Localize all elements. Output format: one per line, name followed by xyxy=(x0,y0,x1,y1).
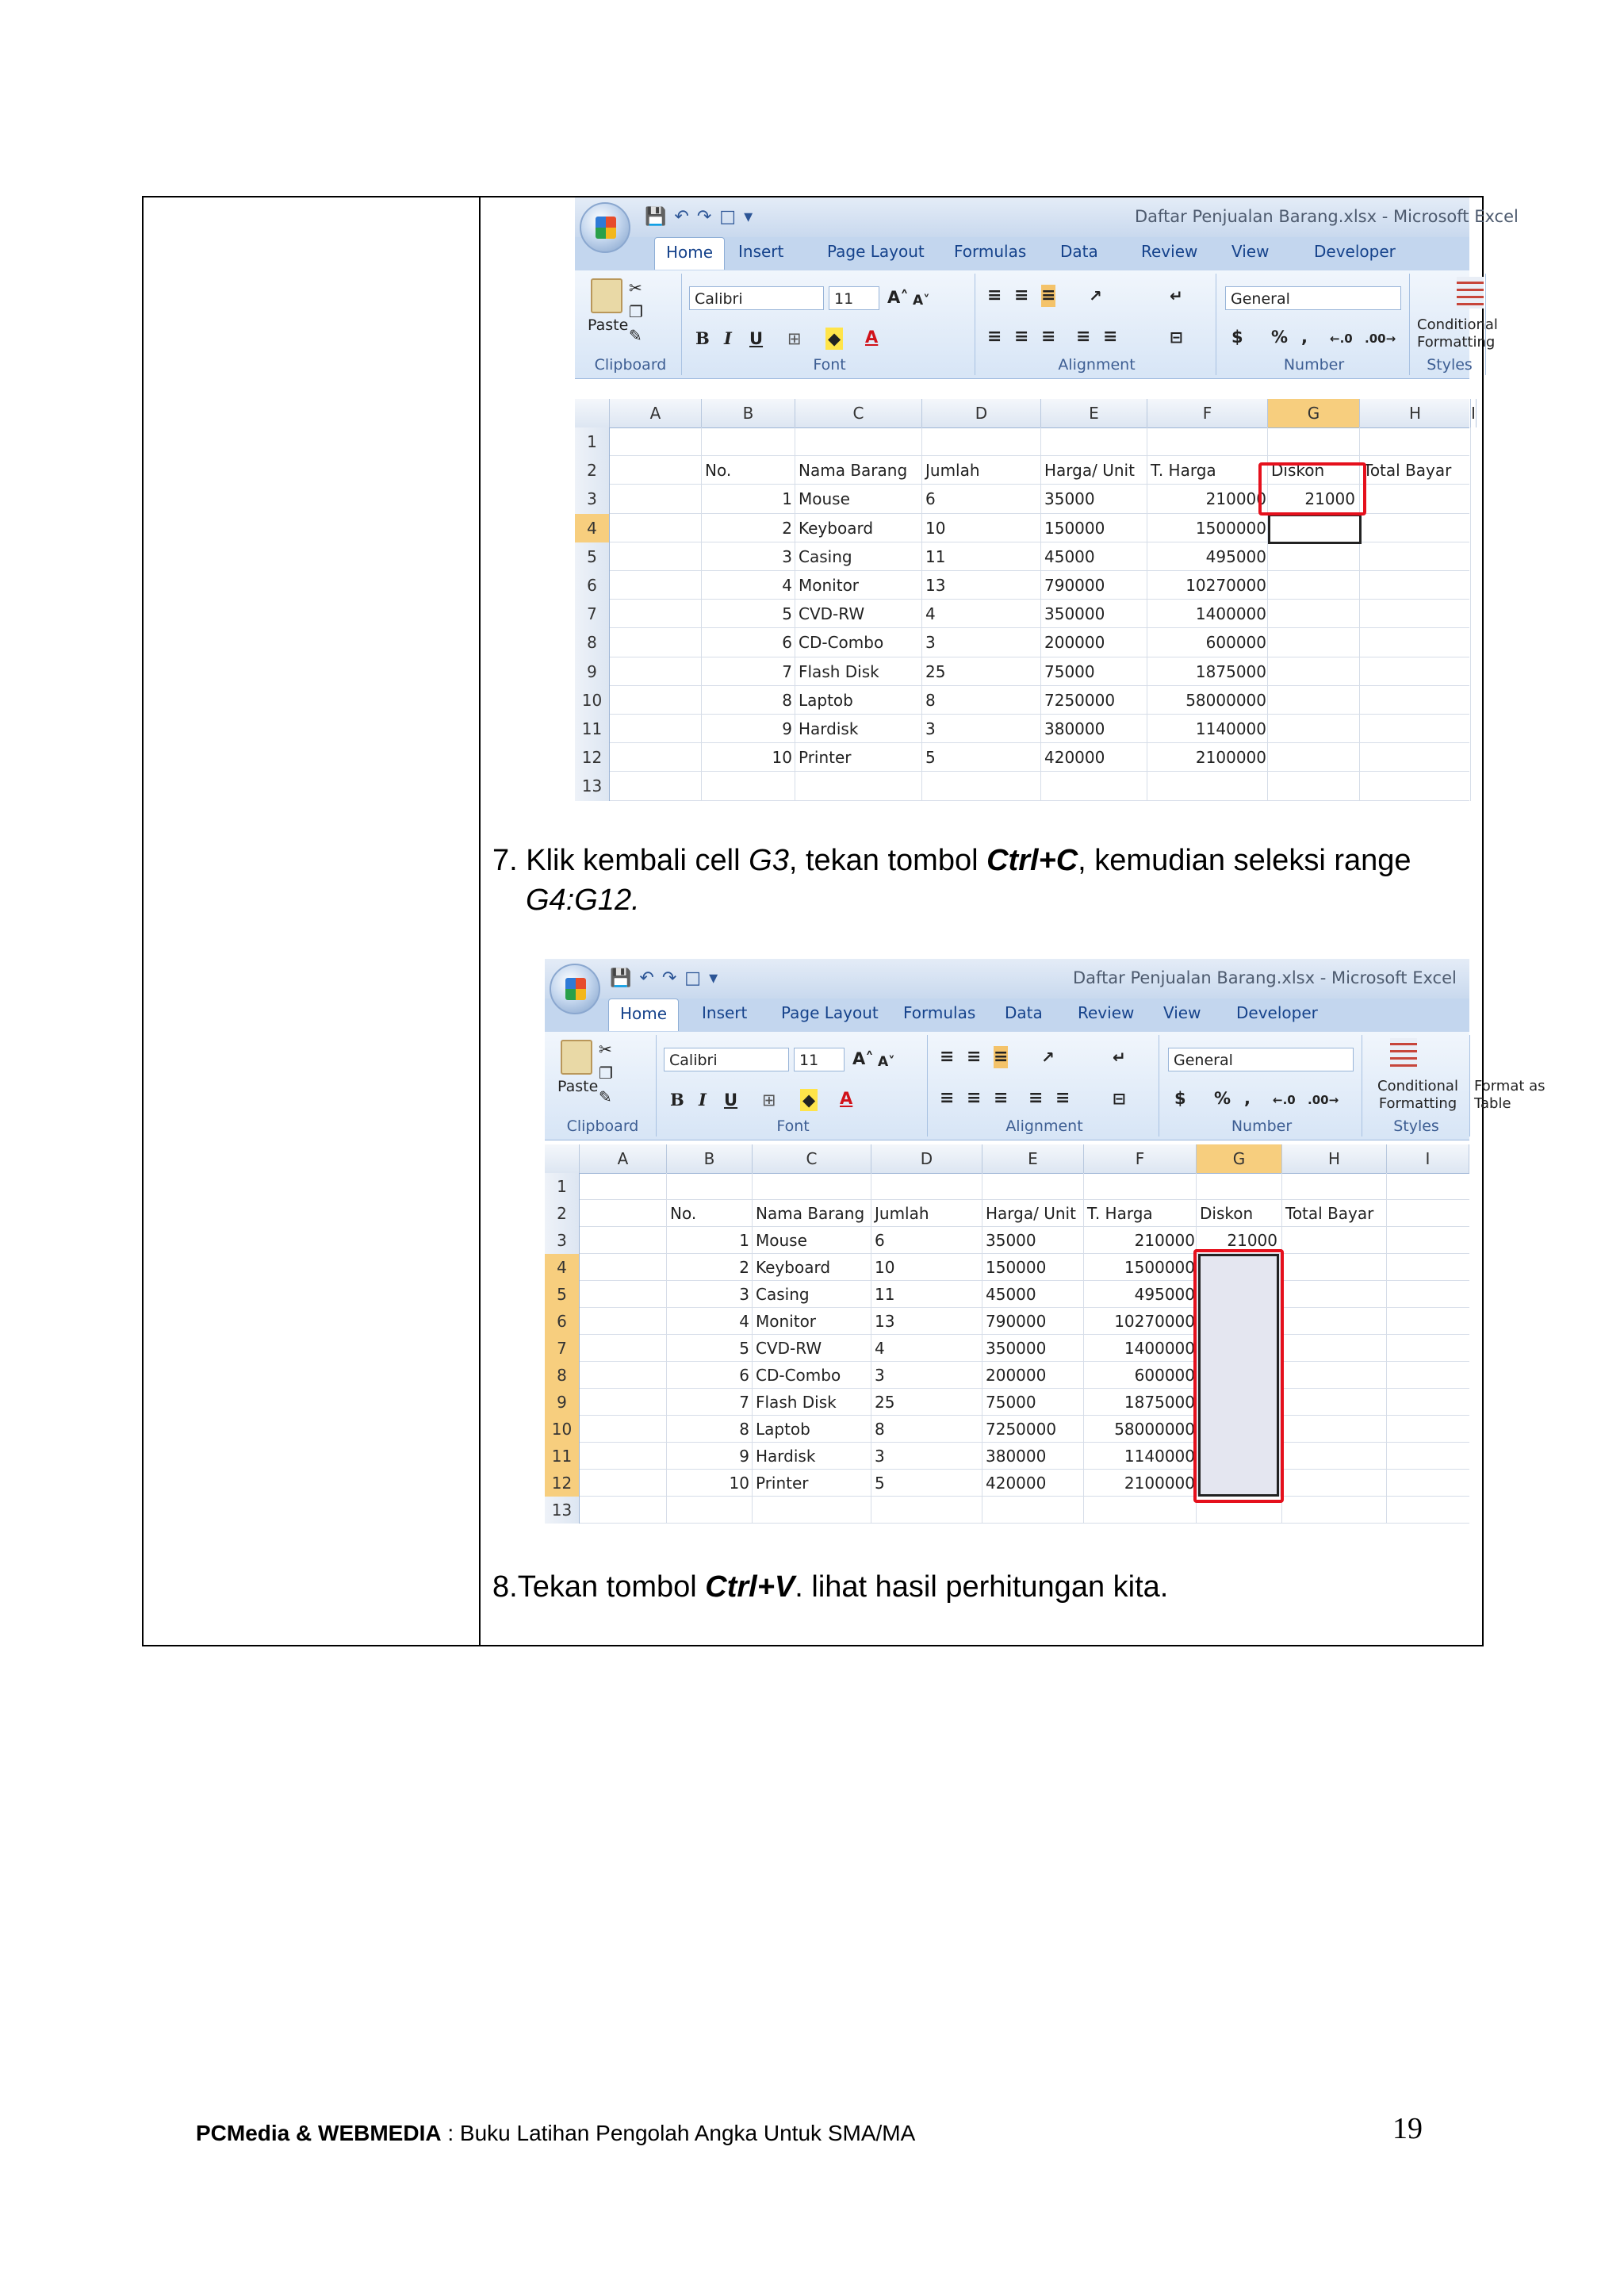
bold-icon[interactable]: B xyxy=(695,328,710,348)
cell-d8[interactable]: 3 xyxy=(925,633,936,653)
tab-formulas[interactable]: Formulas xyxy=(903,1003,976,1022)
cell-f11[interactable]: 1140000 xyxy=(1124,1447,1195,1466)
cell-d7[interactable]: 4 xyxy=(925,604,936,624)
cell-d7[interactable]: 4 xyxy=(875,1339,885,1358)
cell-f10[interactable]: 58000000 xyxy=(1185,690,1266,710)
cell-e3[interactable]: 35000 xyxy=(986,1231,1036,1250)
wrap-text-icon[interactable]: ↵ xyxy=(1113,1048,1126,1067)
tab-view[interactable]: View xyxy=(1231,242,1270,261)
orientation-icon[interactable]: ↗ xyxy=(1041,1048,1055,1067)
cell-d11[interactable]: 3 xyxy=(875,1447,885,1466)
font-color-icon[interactable]: A xyxy=(840,1089,853,1108)
underline-icon[interactable]: U xyxy=(749,329,764,348)
row-header-8[interactable]: 8 xyxy=(545,1362,580,1389)
cell-d3[interactable]: 6 xyxy=(875,1231,885,1250)
cell-e9[interactable]: 75000 xyxy=(1044,661,1095,681)
cell-g3[interactable]: 21000 xyxy=(1304,489,1355,509)
grid-col-line xyxy=(1470,427,1471,801)
row-header-2[interactable]: 2 xyxy=(575,456,610,485)
cell-e11[interactable]: 380000 xyxy=(1044,719,1105,738)
row-header-13[interactable]: 13 xyxy=(575,772,610,800)
group-label: Clipboard xyxy=(594,356,667,374)
grid-row-line xyxy=(580,1523,1469,1524)
group-label: Number xyxy=(1283,356,1345,374)
paste-icon[interactable] xyxy=(591,278,622,313)
percent-icon[interactable]: % xyxy=(1271,328,1289,347)
step-8-key: Ctrl+V xyxy=(705,1570,795,1604)
group-label: Clipboard xyxy=(566,1117,639,1135)
cell-f6[interactable]: 10270000 xyxy=(1114,1312,1195,1331)
row-header-1[interactable]: 1 xyxy=(545,1173,580,1200)
row-header-1[interactable]: 1 xyxy=(575,427,610,456)
step-7-number: 7. xyxy=(492,844,518,877)
select-all-corner[interactable] xyxy=(575,399,610,427)
tab-data[interactable]: Data xyxy=(1060,242,1098,261)
cell-f7[interactable]: 1400000 xyxy=(1195,604,1266,624)
cell-f9[interactable]: 1875000 xyxy=(1195,661,1266,681)
cell-c10[interactable]: Laptob xyxy=(756,1420,810,1439)
header-cell-c[interactable]: Nama Barang xyxy=(799,461,908,481)
decrease-indent-icon[interactable]: ≡ xyxy=(1028,1088,1044,1108)
copy-icon[interactable]: ❐ xyxy=(599,1064,613,1083)
row-header-7[interactable]: 7 xyxy=(545,1335,580,1362)
column-header-e[interactable]: E xyxy=(982,1144,1084,1173)
group-label: Styles xyxy=(1427,356,1473,374)
highlight-g3 xyxy=(1258,462,1366,515)
new-document-icon[interactable]: □ xyxy=(684,968,702,988)
cell-f12[interactable]: 2100000 xyxy=(1195,748,1266,768)
step-7-text: 7. Klik kembali cell G3, tekan tombol Ctrl+C, kemudian seleksi range G4:G12. xyxy=(492,844,1411,917)
cell-f9[interactable]: 1875000 xyxy=(1124,1393,1195,1412)
wrap-text-icon[interactable]: ↵ xyxy=(1170,286,1183,305)
cell-e10[interactable]: 7250000 xyxy=(1044,690,1116,710)
cell-c11[interactable]: Hardisk xyxy=(756,1447,816,1466)
decrease-indent-icon[interactable]: ≡ xyxy=(1076,327,1091,347)
row-header-6[interactable]: 6 xyxy=(545,1308,580,1335)
cell-b9[interactable]: 7 xyxy=(739,1393,749,1412)
cell-d4[interactable]: 10 xyxy=(925,518,946,538)
undo-icon[interactable]: ↶ xyxy=(674,207,689,227)
format-painter-icon[interactable]: ✎ xyxy=(629,326,642,345)
group-label: Alignment xyxy=(1005,1117,1083,1135)
cell-d4[interactable]: 10 xyxy=(875,1258,895,1277)
highlight-range-g4-g12 xyxy=(1193,1249,1284,1503)
cell-f3[interactable]: 210000 xyxy=(1205,489,1266,509)
cell-c3[interactable]: Mouse xyxy=(756,1231,807,1250)
cell-b8[interactable]: 6 xyxy=(782,633,792,653)
tab-page-layout[interactable]: Page Layout xyxy=(827,242,925,261)
font-size-select[interactable]: 11 xyxy=(794,1048,845,1071)
customize-icon[interactable]: ▾ xyxy=(744,207,753,227)
header-cell-h[interactable]: Total Bayar xyxy=(1363,461,1452,481)
comma-icon[interactable]: , xyxy=(1301,328,1308,347)
footer xyxy=(196,2121,915,2146)
column-divider xyxy=(479,197,481,1645)
conditional-formatting-label[interactable]: Conditional Formatting xyxy=(1377,1078,1458,1112)
grow-font-icon[interactable]: A˄ xyxy=(887,288,909,307)
cell-d10[interactable]: 8 xyxy=(875,1420,885,1439)
italic-icon[interactable]: I xyxy=(724,328,732,348)
row-header-13[interactable]: 13 xyxy=(545,1497,580,1524)
align-center-icon[interactable]: ≡ xyxy=(967,1088,982,1108)
save-icon[interactable]: 💾 xyxy=(610,968,632,988)
shrink-font-icon[interactable]: A˅ xyxy=(878,1054,895,1070)
cell-c7[interactable]: CVD-RW xyxy=(799,604,865,624)
grow-font-icon[interactable]: A˄ xyxy=(852,1049,874,1068)
number-format-select[interactable]: General xyxy=(1225,286,1401,310)
column-header-c[interactable]: C xyxy=(795,399,922,427)
font-name-select[interactable]: Calibri xyxy=(689,286,824,310)
group-label: Alignment xyxy=(1058,356,1136,374)
number-format-select[interactable]: General xyxy=(1168,1048,1354,1071)
row-header-11[interactable]: 11 xyxy=(575,715,610,743)
tab-data[interactable]: Data xyxy=(1005,1003,1043,1022)
merge-center-icon[interactable]: ⊟ xyxy=(1113,1089,1126,1108)
cell-f7[interactable]: 1400000 xyxy=(1124,1339,1195,1358)
customize-icon[interactable]: ▾ xyxy=(709,968,718,988)
step-7-key: Ctrl+C xyxy=(986,844,1078,877)
column-header-d[interactable]: D xyxy=(871,1144,982,1173)
row-header-11[interactable]: 11 xyxy=(545,1443,580,1470)
cell-b5[interactable]: 3 xyxy=(782,546,792,566)
column-header-f[interactable]: F xyxy=(1084,1144,1197,1173)
column-header-b[interactable]: B xyxy=(667,1144,753,1173)
office-button[interactable] xyxy=(580,202,630,253)
excel-screenshot-2 xyxy=(545,959,1545,1528)
column-header-i[interactable]: I xyxy=(1471,399,1477,427)
row-header-4[interactable]: 4 xyxy=(575,514,610,542)
format-painter-icon[interactable]: ✎ xyxy=(599,1087,612,1106)
shrink-font-icon[interactable]: A˅ xyxy=(913,293,930,309)
row-header-5[interactable]: 5 xyxy=(575,542,610,571)
percent-icon[interactable]: % xyxy=(1214,1089,1231,1108)
cell-c12[interactable]: Printer xyxy=(756,1474,809,1493)
cell-d6[interactable]: 13 xyxy=(875,1312,895,1331)
fill-color-icon[interactable]: ◆ xyxy=(800,1089,818,1111)
orientation-icon[interactable]: ↗ xyxy=(1089,286,1102,305)
cell-e3[interactable]: 35000 xyxy=(1044,489,1095,509)
step-8-number: 8. xyxy=(492,1570,518,1604)
cell-c8[interactable]: CD-Combo xyxy=(799,633,884,653)
cell-d12[interactable]: 5 xyxy=(925,748,936,768)
group-label: Number xyxy=(1231,1117,1293,1135)
align-middle-icon[interactable]: ≡ xyxy=(967,1047,982,1067)
align-middle-icon[interactable]: ≡ xyxy=(1014,286,1029,305)
footer-brand: PCMedia & WEBMEDIA xyxy=(196,2121,442,2145)
cell-e12[interactable]: 420000 xyxy=(1044,748,1105,768)
font-size-select[interactable]: 11 xyxy=(829,286,879,310)
cell-e4[interactable]: 150000 xyxy=(986,1258,1047,1277)
cell-b6[interactable]: 4 xyxy=(782,576,792,595)
cell-b7[interactable]: 5 xyxy=(782,604,792,624)
column-header-e[interactable]: E xyxy=(1041,399,1147,427)
cell-e8[interactable]: 200000 xyxy=(986,1366,1047,1385)
cell-c5[interactable]: Casing xyxy=(756,1285,810,1304)
cell-c3[interactable]: Mouse xyxy=(799,489,850,509)
new-document-icon[interactable]: □ xyxy=(719,207,737,227)
increase-decimal-icon[interactable]: ←.0 xyxy=(1330,332,1353,346)
cell-c5[interactable]: Casing xyxy=(799,546,852,566)
header-cell-h[interactable]: Total Bayar xyxy=(1285,1204,1374,1223)
cell-c4[interactable]: Keyboard xyxy=(756,1258,831,1277)
tab-page-layout[interactable]: Page Layout xyxy=(781,1003,879,1022)
cell-e5[interactable]: 45000 xyxy=(1044,546,1095,566)
cell-d12[interactable]: 5 xyxy=(875,1474,885,1493)
column-header-d[interactable]: D xyxy=(922,399,1041,427)
excel-screenshot-1 xyxy=(575,197,1519,800)
cell-d5[interactable]: 11 xyxy=(925,546,946,566)
cell-e9[interactable]: 75000 xyxy=(986,1393,1036,1412)
tab-developer[interactable]: Developer xyxy=(1236,1003,1318,1022)
undo-icon[interactable]: ↶ xyxy=(639,968,654,988)
row-header-5[interactable]: 5 xyxy=(545,1281,580,1308)
cell-f10[interactable]: 58000000 xyxy=(1114,1420,1195,1439)
cell-b7[interactable]: 5 xyxy=(739,1339,749,1358)
cell-f4[interactable]: 1500000 xyxy=(1195,518,1266,538)
row-header-2[interactable]: 2 xyxy=(545,1200,580,1227)
align-right-icon[interactable]: ≡ xyxy=(1041,327,1056,347)
cell-d10[interactable]: 8 xyxy=(925,690,936,710)
cell-b6[interactable]: 4 xyxy=(739,1312,749,1331)
cell-d3[interactable]: 6 xyxy=(925,489,936,509)
align-bottom-icon[interactable]: ≡ xyxy=(994,1047,1009,1067)
cell-d6[interactable]: 13 xyxy=(925,576,946,595)
group-label: Font xyxy=(776,1117,810,1135)
grid-row-line xyxy=(610,455,1469,456)
increase-decimal-icon[interactable]: ←.0 xyxy=(1273,1093,1296,1107)
decrease-decimal-icon[interactable]: .00→ xyxy=(1365,332,1396,346)
fill-color-icon[interactable]: ◆ xyxy=(825,328,843,350)
align-left-icon[interactable]: ≡ xyxy=(940,1088,955,1108)
cell-d5[interactable]: 11 xyxy=(875,1285,895,1304)
cell-b3[interactable]: 1 xyxy=(782,489,792,509)
currency-icon[interactable]: $ xyxy=(1231,328,1243,347)
cell-f5[interactable]: 495000 xyxy=(1134,1285,1195,1304)
redo-icon[interactable]: ↷ xyxy=(661,968,677,988)
decrease-decimal-icon[interactable]: .00→ xyxy=(1308,1093,1339,1107)
cell-b10[interactable]: 8 xyxy=(782,690,792,710)
header-cell-d[interactable]: Jumlah xyxy=(875,1204,929,1223)
row-header-4[interactable]: 4 xyxy=(545,1254,580,1281)
tab-home[interactable]: Home xyxy=(608,999,679,1031)
group-label: Font xyxy=(813,356,846,374)
borders-icon[interactable]: ⊞ xyxy=(787,329,802,348)
underline-icon[interactable]: U xyxy=(724,1091,738,1110)
header-cell-d[interactable]: Jumlah xyxy=(925,461,980,481)
align-left-icon[interactable]: ≡ xyxy=(987,327,1002,347)
cell-d9[interactable]: 25 xyxy=(875,1393,895,1412)
increase-indent-icon[interactable]: ≡ xyxy=(1055,1088,1071,1108)
column-header-g[interactable]: G xyxy=(1268,399,1360,427)
cell-b11[interactable]: 9 xyxy=(782,719,792,738)
tab-review[interactable]: Review xyxy=(1078,1003,1135,1022)
row-header-12[interactable]: 12 xyxy=(545,1470,580,1497)
align-top-icon[interactable]: ≡ xyxy=(940,1047,955,1067)
cell-e11[interactable]: 380000 xyxy=(986,1447,1047,1466)
column-header-a[interactable]: A xyxy=(580,1144,667,1173)
bold-icon[interactable]: B xyxy=(670,1090,684,1110)
quick-access-toolbar xyxy=(645,207,753,227)
align-center-icon[interactable]: ≡ xyxy=(1014,327,1029,347)
header-cell-f[interactable]: T. Harga xyxy=(1087,1204,1153,1223)
row-header-12[interactable]: 12 xyxy=(575,743,610,772)
cell-e7[interactable]: 350000 xyxy=(1044,604,1105,624)
tab-insert[interactable]: Insert xyxy=(702,1003,748,1022)
cell-f5[interactable]: 495000 xyxy=(1205,546,1266,566)
row-header-7[interactable]: 7 xyxy=(575,600,610,628)
cell-c12[interactable]: Printer xyxy=(799,748,852,768)
grid-row-line xyxy=(610,800,1469,801)
cell-c8[interactable]: CD-Combo xyxy=(756,1366,841,1385)
tab-home[interactable]: Home xyxy=(654,237,725,270)
step-7-cell: G3 xyxy=(749,844,789,877)
font-color-icon[interactable]: A xyxy=(865,328,879,347)
cell-f11[interactable]: 1140000 xyxy=(1195,719,1266,738)
office-button[interactable] xyxy=(550,964,600,1014)
column-header-g[interactable]: G xyxy=(1197,1144,1282,1173)
cell-c9[interactable]: Flash Disk xyxy=(799,661,879,681)
cell-b3[interactable]: 1 xyxy=(739,1231,749,1250)
cut-icon[interactable]: ✂ xyxy=(599,1040,612,1059)
font-name-select[interactable]: Calibri xyxy=(664,1048,789,1071)
row-header-10[interactable]: 10 xyxy=(545,1416,580,1443)
paste-button-label[interactable]: Paste xyxy=(588,316,629,334)
conditional-formatting-icon[interactable] xyxy=(1457,277,1484,309)
cell-f8[interactable]: 600000 xyxy=(1134,1366,1195,1385)
save-icon[interactable]: 💾 xyxy=(645,207,667,227)
column-header-h[interactable]: H xyxy=(1282,1144,1387,1173)
step-7-range: G4:G12. xyxy=(526,884,640,917)
cell-d11[interactable]: 3 xyxy=(925,719,936,738)
header-cell-g[interactable]: Diskon xyxy=(1271,461,1325,481)
cell-c6[interactable]: Monitor xyxy=(756,1312,817,1331)
footer-text: : Buku Latihan Pengolah Angka Untuk SMA/MA xyxy=(441,2121,916,2145)
redo-icon[interactable]: ↷ xyxy=(696,207,712,227)
paste-icon[interactable] xyxy=(561,1040,592,1075)
currency-icon[interactable]: $ xyxy=(1174,1089,1186,1108)
cell-e12[interactable]: 420000 xyxy=(986,1474,1047,1493)
cell-c7[interactable]: CVD-RW xyxy=(756,1339,822,1358)
header-cell-b[interactable]: No. xyxy=(670,1204,697,1223)
select-all-corner[interactable] xyxy=(545,1144,580,1173)
align-right-icon[interactable]: ≡ xyxy=(994,1088,1009,1108)
quick-access-toolbar xyxy=(610,968,718,988)
cell-e6[interactable]: 790000 xyxy=(986,1312,1047,1331)
cell-d8[interactable]: 3 xyxy=(875,1366,885,1385)
conditional-formatting-label[interactable]: Conditional Formatting xyxy=(1417,316,1498,351)
italic-icon[interactable]: I xyxy=(699,1090,707,1110)
cell-f3[interactable]: 210000 xyxy=(1134,1231,1195,1250)
cell-b5[interactable]: 3 xyxy=(739,1285,749,1304)
header-cell-g[interactable]: Diskon xyxy=(1200,1204,1254,1223)
cell-c10[interactable]: Laptob xyxy=(799,690,853,710)
cell-c6[interactable]: Monitor xyxy=(799,576,860,595)
cell-b12[interactable]: 10 xyxy=(772,748,792,768)
row-header-6[interactable]: 6 xyxy=(575,571,610,600)
cell-e6[interactable]: 790000 xyxy=(1044,576,1105,595)
increase-indent-icon[interactable]: ≡ xyxy=(1103,327,1118,347)
cell-b11[interactable]: 9 xyxy=(739,1447,749,1466)
copy-icon[interactable]: ❐ xyxy=(629,302,643,321)
cell-c11[interactable]: Hardisk xyxy=(799,719,859,738)
cell-e7[interactable]: 350000 xyxy=(986,1339,1047,1358)
window-title: Daftar Penjualan Barang.xlsx - Microsoft Excel xyxy=(1073,968,1457,987)
header-cell-e[interactable]: Harga/ Unit xyxy=(1044,461,1135,481)
cell-e10[interactable]: 7250000 xyxy=(986,1420,1057,1439)
column-header-c[interactable]: C xyxy=(753,1144,871,1173)
step-8-text: 8.Tekan tombol Ctrl+V. lihat hasil perhitungan kita. xyxy=(492,1570,1169,1604)
cell-b4[interactable]: 2 xyxy=(739,1258,749,1277)
active-cell-g4 xyxy=(1268,514,1362,544)
paste-button-label[interactable]: Paste xyxy=(557,1078,599,1095)
cell-d9[interactable]: 25 xyxy=(925,661,946,681)
tab-view[interactable]: View xyxy=(1163,1003,1201,1022)
header-cell-b[interactable]: No. xyxy=(705,461,732,481)
cell-f8[interactable]: 600000 xyxy=(1205,633,1266,653)
cell-b8[interactable]: 6 xyxy=(739,1366,749,1385)
align-top-icon[interactable]: ≡ xyxy=(987,286,1002,305)
row-header-3[interactable]: 3 xyxy=(545,1227,580,1254)
column-header-i[interactable]: I xyxy=(1387,1144,1469,1173)
cell-c9[interactable]: Flash Disk xyxy=(756,1393,837,1412)
cell-f4[interactable]: 1500000 xyxy=(1124,1258,1195,1277)
page-number: 19 xyxy=(1392,2112,1423,2145)
tab-review[interactable]: Review xyxy=(1141,242,1198,261)
cell-e4[interactable]: 150000 xyxy=(1044,518,1105,538)
align-bottom-icon[interactable]: ≡ xyxy=(1041,286,1056,305)
header-cell-e[interactable]: Harga/ Unit xyxy=(986,1204,1076,1223)
header-cell-c[interactable]: Nama Barang xyxy=(756,1204,865,1223)
group-label: Styles xyxy=(1393,1117,1439,1135)
header-cell-f[interactable]: T. Harga xyxy=(1151,461,1216,481)
tab-developer[interactable]: Developer xyxy=(1314,242,1396,261)
borders-icon[interactable]: ⊞ xyxy=(762,1091,776,1110)
tab-formulas[interactable]: Formulas xyxy=(954,242,1027,261)
tab-insert[interactable]: Insert xyxy=(738,242,784,261)
cell-b4[interactable]: 2 xyxy=(782,518,792,538)
column-header-a[interactable]: A xyxy=(610,399,702,427)
column-header-h[interactable]: H xyxy=(1360,399,1471,427)
cell-b9[interactable]: 7 xyxy=(782,661,792,681)
conditional-formatting-icon[interactable] xyxy=(1390,1038,1417,1070)
row-header-3[interactable]: 3 xyxy=(575,485,610,513)
cell-g3[interactable]: 21000 xyxy=(1227,1231,1277,1250)
cell-e5[interactable]: 45000 xyxy=(986,1285,1036,1304)
row-header-9[interactable]: 9 xyxy=(545,1389,580,1416)
cell-c4[interactable]: Keyboard xyxy=(799,518,874,538)
cell-f6[interactable]: 10270000 xyxy=(1185,576,1266,595)
merge-center-icon[interactable]: ⊟ xyxy=(1170,328,1183,347)
format-as-table-label[interactable]: Format as Table xyxy=(1474,1078,1545,1112)
row-header-9[interactable]: 9 xyxy=(575,657,610,686)
cut-icon[interactable]: ✂ xyxy=(629,278,642,297)
comma-icon[interactable]: , xyxy=(1244,1089,1251,1108)
column-header-f[interactable]: F xyxy=(1147,399,1268,427)
cell-b10[interactable]: 8 xyxy=(739,1420,749,1439)
row-header-8[interactable]: 8 xyxy=(575,628,610,657)
cell-e8[interactable]: 200000 xyxy=(1044,633,1105,653)
column-header-b[interactable]: B xyxy=(702,399,795,427)
cell-b12[interactable]: 10 xyxy=(729,1474,749,1493)
row-header-10[interactable]: 10 xyxy=(575,686,610,715)
window-title: Daftar Penjualan Barang.xlsx - Microsoft Excel xyxy=(1135,207,1519,226)
cell-f12[interactable]: 2100000 xyxy=(1124,1474,1195,1493)
